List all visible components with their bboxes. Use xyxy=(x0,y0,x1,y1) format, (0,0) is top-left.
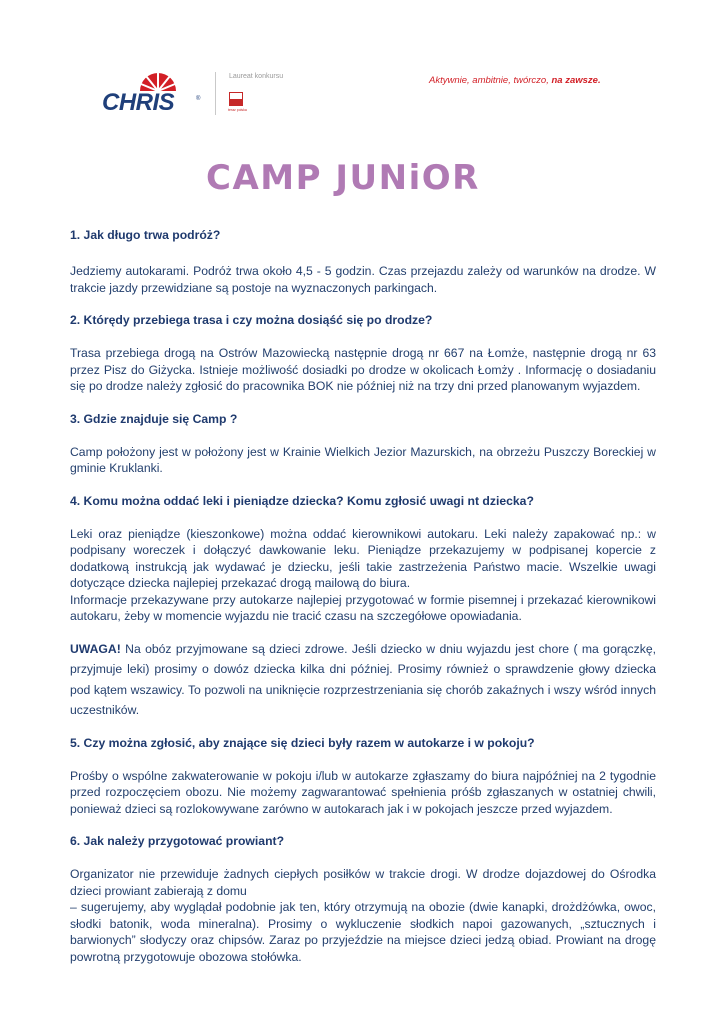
answer-5: Prośby o wspólne zakwaterowanie w pokoju i/lub w autokarze zgłaszamy do biura najpóźniej na 2 tygodnie przed rozpoczęciem obozu. Nie możemy zagwarantować spełnienia próśb zgłaszanych w ostatniej chwili, ponieważ dzieci są rozlokowywane zarówno w autokarach jak i w pokojach jeszcze przed wyjazdem. xyxy=(70,768,656,816)
badge-caption: teraz polska xyxy=(228,108,247,112)
answer-2: Trasa przebiega drogą na Ostrów Mazowiecką następnie drogą nr 667 na Łomże, następnie drogą nr 63 przez Pisz do Giżycka. Istnieje możliwość dosiadki po drodze w okolicach Łomży . Informację o dosiadaniu się po drodze należy zgłosić do pracownika BOK nie później niż na trzy dni przed planowanym wyjazdem. xyxy=(70,346,656,393)
question-1: 1. Jak długo trwa podróż? xyxy=(70,228,221,242)
warning-text: Na obóz przyjmowane są dzieci zdrowe. Jeśli dziecko w dniu wyjazdu jest chore ( ma gorączkę, przyjmuje leki) prosimy o dowóz dziecka kilka dni później. Prosimy również o sprawdzenie głowy dziecka pod kątem wszawicy. To pozwoli na uniknięcie rozprzestrzeniania się chorób zakaźnych i wszy wśród innych uczestników. xyxy=(70,641,656,717)
answer-3: Camp położony jest w położony jest w Krainie Wielkich Jezior Mazurskich, na obrzeżu Puszczy Boreckiej w gminie Kruklanki. xyxy=(70,444,656,475)
question-5: 5. Czy można zgłosić, aby znające się dzieci były razem w autokarze i w pokoju? xyxy=(70,735,535,750)
slogan-regular: Aktywnie, ambitnie, twórczo, xyxy=(429,75,552,86)
chris-logo-sun-icon xyxy=(138,71,178,91)
question-3: 3. Gdzie znajduje się Camp ? xyxy=(70,411,238,426)
faq-content xyxy=(70,220,656,965)
answer-6-paragraph-1: Organizator nie przewiduje żadnych ciepłych posiłków w trakcie drogi. W drodze dojazdowej do Ośrodka dzieci prowiant zabierają z domu xyxy=(70,867,656,898)
question-4: 4. Komu można oddać leki i pieniądze dziecka? Komu zgłosić uwagi nt dziecka? xyxy=(70,493,534,508)
question-6: 6. Jak należy przygotować prowiant? xyxy=(70,834,285,848)
chris-logo-wordmark: CHRIS xyxy=(102,89,175,116)
warning-label: UWAGA! xyxy=(70,641,121,656)
laureate-label: Laureat konkursu xyxy=(229,73,284,80)
question-2: 2. Którędy przebiega trasa i czy można dosiąść się po drodze? xyxy=(70,313,433,327)
slogan xyxy=(429,75,601,86)
answer-1: Jedziemy autokarami. Podróż trwa około 4,5 - 5 godzin. Czas przejazdu zależy od warunków na drodze. W trakcie jazdy przewidziane są postoje na wyznaczonych parkingach. xyxy=(70,264,656,295)
registered-mark: ® xyxy=(196,96,201,102)
header-divider xyxy=(215,72,216,115)
answer-4-paragraph-1: Leki oraz pieniądze (kieszonkowe) można oddać kierownikowi autokaru. Leki należy zapakować np.: w podpisany woreczek i dołączyć dawkowanie leku. Pieniądze przekazujemy w podpisanej kopercie z dodatkową instrukcją jak wydawać je dziecku, jeśli takie zastrzeżenia Państwo macie. Wszelkie uwagi dotyczące dziecka najlepiej przekazać drogą mailową do biura. xyxy=(70,526,656,590)
camp-junior-title: CAMP JUNiOR xyxy=(206,158,480,198)
page-header xyxy=(0,0,725,140)
warning-paragraph xyxy=(70,639,656,721)
slogan-bold: na zawsze. xyxy=(551,75,601,86)
answer-4-paragraph-2: Informacje przekazywane przy autokarze najlepiej przygotować w formie pisemnej i przekazać kierownikowi autokaru, żeby w momencie wyjazdu nie tracić czasu na szczegółowe opowiadania. xyxy=(70,592,656,623)
answer-6-paragraph-2: – sugerujemy, aby wyglądał podobnie jak ten, który otrzymują na obozie (dwie kanapki, drożdżówka, owoc, słodki batonik, woda mineralna). Prosimy o wykluczenie słodkich napoi gazowanych, „sztucznych i barwionych” słodyczy oraz chipsów. Zaraz po przyjeździe na miejsce dzieci jedzą obiad. Prowiant na drogę powrotną przygotowuje obozowa stołówka. xyxy=(70,900,656,964)
teraz-polska-badge-icon xyxy=(229,92,243,106)
